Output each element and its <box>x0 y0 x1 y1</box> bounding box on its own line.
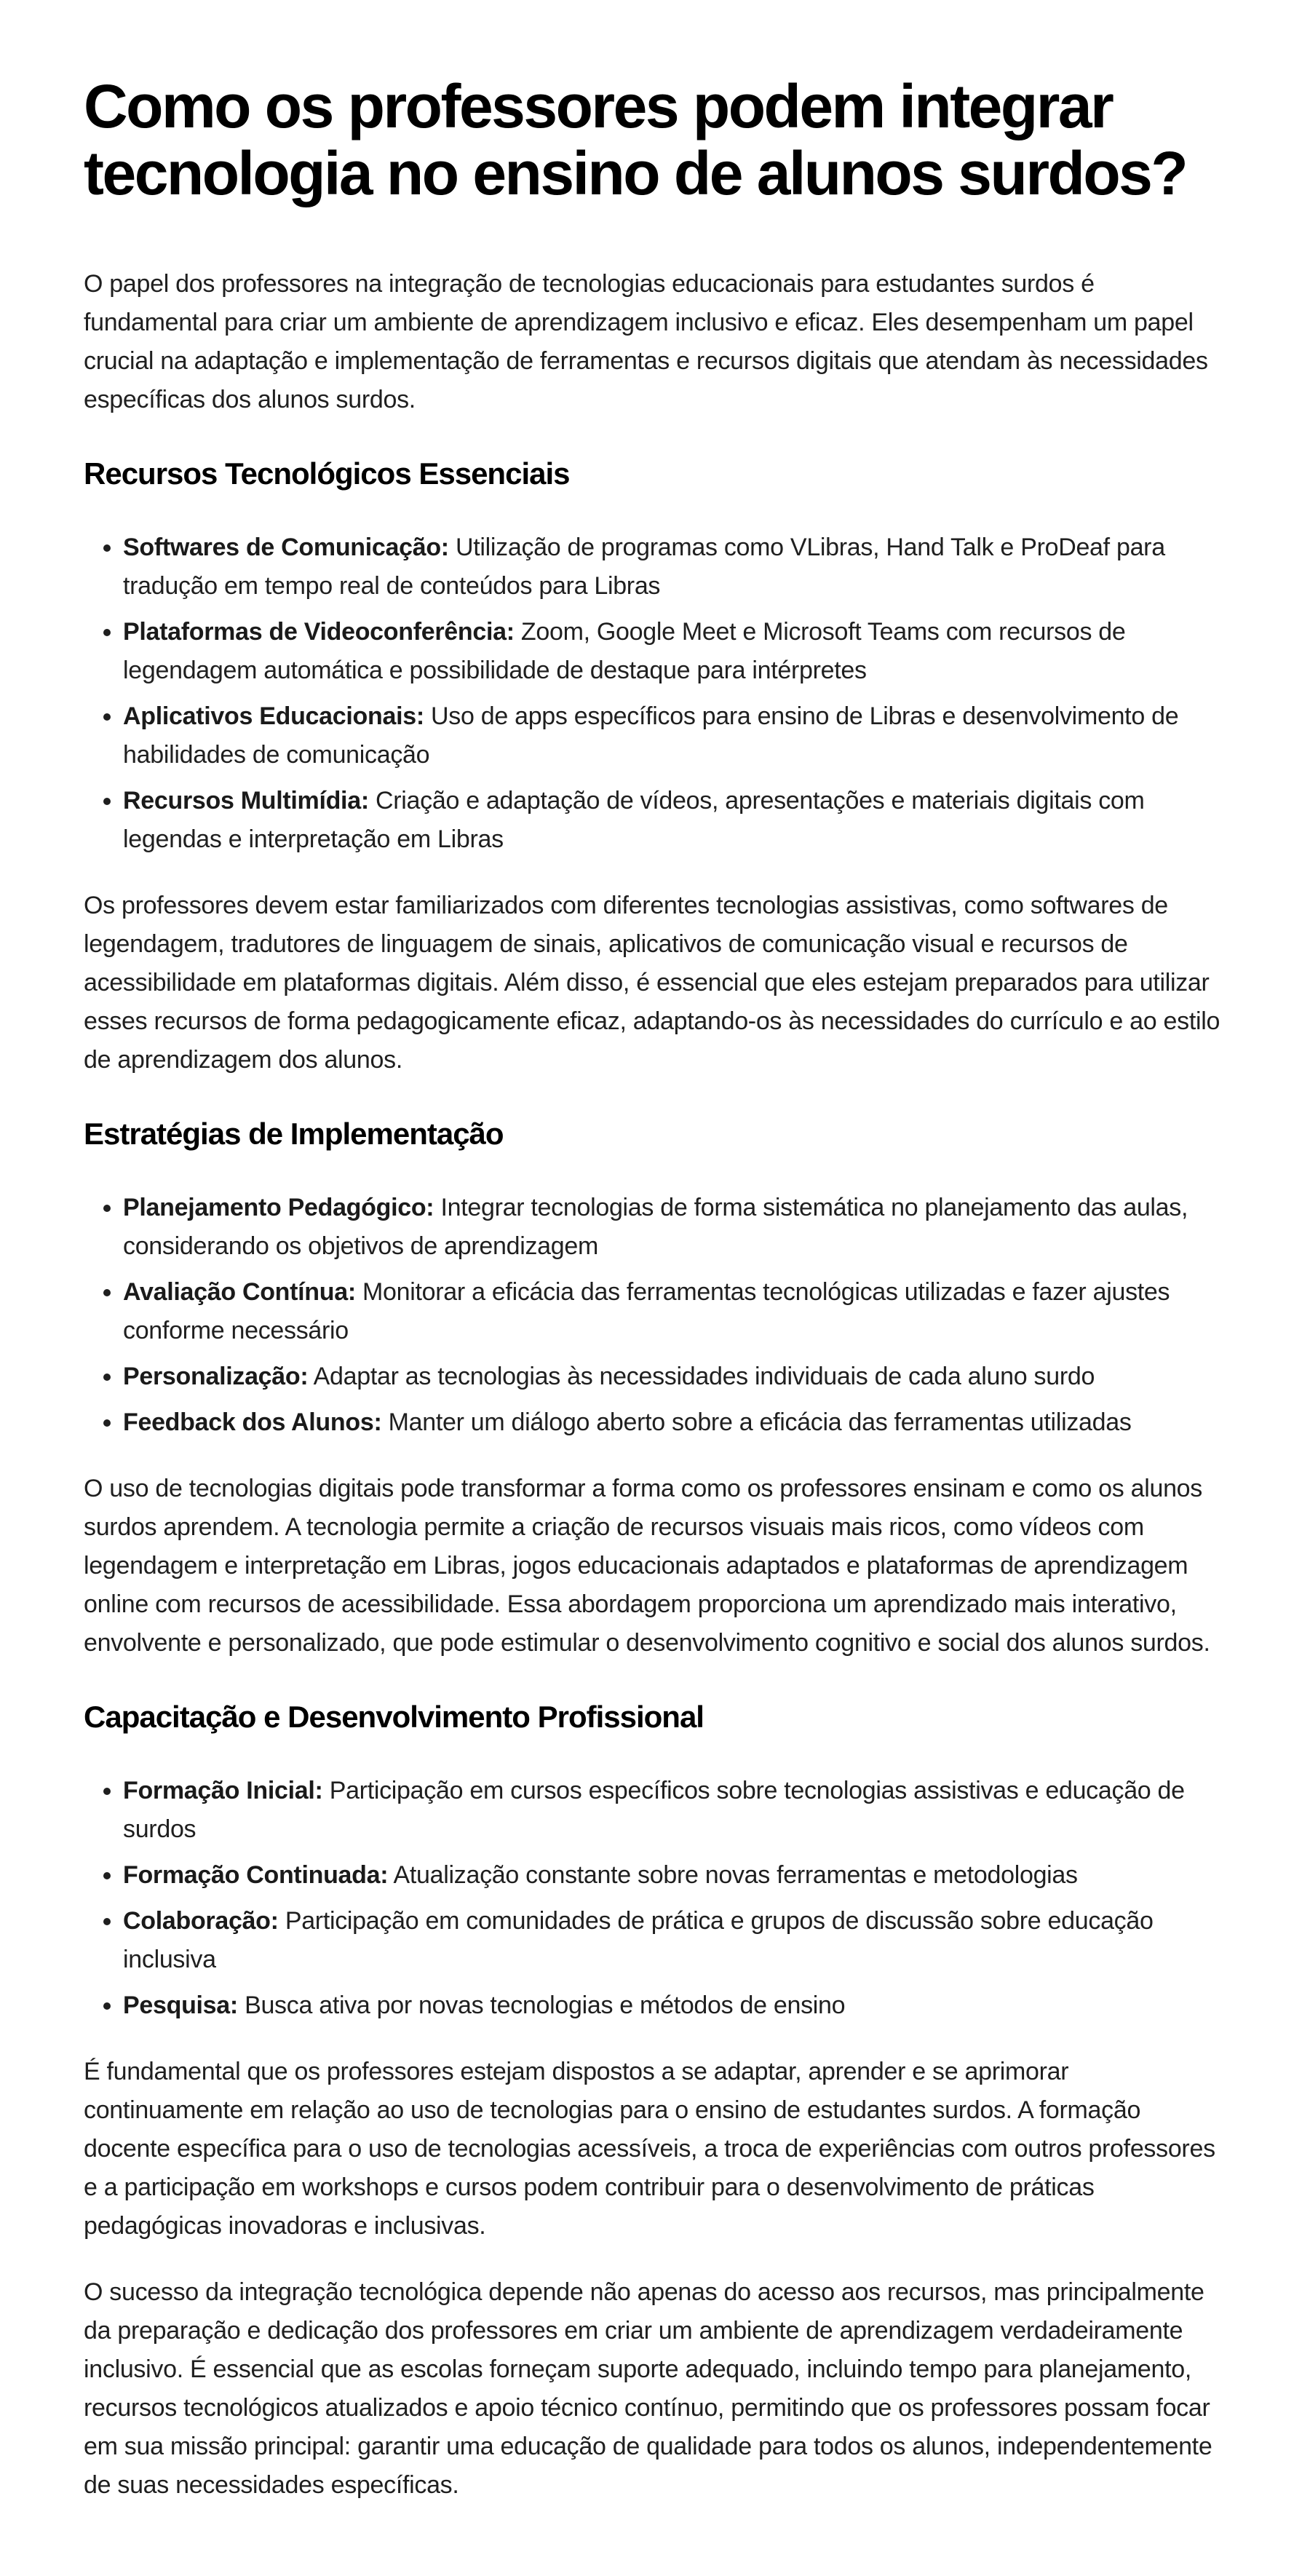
list-item-text: Integrar tecnologias de forma sistemática no planejamento das aulas, considerando os objetivos de aprendizagem <box>123 1194 1188 1260</box>
list-item <box>123 1772 1226 1849</box>
list-item-text: Participação em cursos específicos sobre tecnologias assistivas e educação de surdos <box>123 1777 1185 1843</box>
list-item-term: Softwares de Comunicação: <box>123 534 449 561</box>
list-item <box>123 613 1226 690</box>
list-item-term: Pesquisa: <box>123 1992 238 2019</box>
list-item-text: Adaptar as tecnologias às necessidades individuais de cada aluno surdo <box>308 1363 1095 1390</box>
list-item-text: Busca ativa por novas tecnologias e métodos de ensino <box>237 1992 846 2019</box>
list-item-term: Plataformas de Videoconferência: <box>123 618 515 646</box>
page-title: Como os professores podem integrar tecnologia no ensino de alunos surdos? <box>84 72 1187 207</box>
body-paragraph: O sucesso da integração tecnológica depende não apenas do acesso aos recursos, mas principalmente da preparação e dedicação dos professores em criar um ambiente de aprendizagem verdadeiramente inclusivo. É essencial que as escolas forneçam suporte adequado, incluindo tempo para planejamento, recursos tecnológicos atualizados e apoio técnico contínuo, permitindo que os professores possam focar em sua missão principal: garantir uma educação de qualidade para todos os alunos, independentemente de suas necessidades específicas. <box>84 2278 1212 2499</box>
list-item <box>123 1189 1226 1266</box>
list-item <box>123 1902 1226 1979</box>
list-item-text: Atualização constante sobre novas ferramentas e metodologias <box>388 1861 1078 1889</box>
intro-paragraph: O papel dos professores na integração de tecnologias educacionais para estudantes surdos é fundamental para criar um ambiente de aprendizagem inclusivo e eficaz. Eles desempenham um papel crucial na adaptação e implementação de ferramentas e recursos digitais que atendam às necessidades específicas dos alunos surdos. <box>84 270 1208 413</box>
list-item-term: Formação Continuada: <box>123 1861 389 1889</box>
sections <box>84 453 1226 2505</box>
list-item <box>123 697 1226 774</box>
list-item <box>123 782 1226 859</box>
list-item <box>123 1986 1226 2025</box>
list-item-text: Utilização de programas como VLibras, Hand Talk e ProDeaf para tradução em tempo real de conteúdos para Libras <box>123 534 1165 600</box>
list-item-term: Aplicativos Educacionais: <box>123 702 424 730</box>
list-item <box>123 1403 1226 1442</box>
list-item-term: Avaliação Contínua: <box>123 1278 356 1306</box>
list-item-term: Recursos Multimídia: <box>123 787 369 815</box>
list-item-text: Criação e adaptação de vídeos, apresentações e materiais digitais com legendas e interpretação em Libras <box>123 787 1145 853</box>
list-item-term: Feedback dos Alunos: <box>123 1408 382 1436</box>
list-item <box>123 1358 1226 1396</box>
list-item-term: Personalização: <box>123 1363 309 1390</box>
list-item-term: Colaboração: <box>123 1907 279 1935</box>
list-item <box>123 1273 1226 1350</box>
list-item-text: Participação em comunidades de prática e grupos de discussão sobre educação inclusiva <box>123 1907 1154 1973</box>
body-paragraph: É fundamental que os professores estejam dispostos a se adaptar, aprender e se aprimorar continuamente em relação ao uso de tecnologias para o ensino de estudantes surdos. A formação docente específica para o uso de tecnologias acessíveis, a troca de experiências com outros professores e a participação em workshops e cursos podem contribuir para o desenvolvimento de práticas pedagógicas inovadoras e inclusivas. <box>84 2058 1215 2240</box>
list-item-text: Zoom, Google Meet e Microsoft Teams com recursos de legendagem automática e possibilidade de destaque para intérpretes <box>123 618 1126 684</box>
list-item-term: Formação Inicial: <box>123 1777 323 1804</box>
bullet-list <box>84 1189 1226 1442</box>
list-item-term: Planejamento Pedagógico: <box>123 1194 434 1221</box>
list-item-text: Uso de apps específicos para ensino de Libras e desenvolvimento de habilidades de comunicação <box>123 702 1179 769</box>
bullet-list <box>84 1772 1226 2025</box>
list-item <box>123 1856 1226 1895</box>
list-item-text: Monitorar a eficácia das ferramentas tecnológicas utilizadas e fazer ajustes conforme necessário <box>123 1278 1170 1344</box>
list-item-text: Manter um diálogo aberto sobre a eficácia das ferramentas utilizadas <box>381 1408 1132 1436</box>
bullet-list <box>84 528 1226 859</box>
section-heading: Capacitação e Desenvolvimento Profissional <box>84 1700 704 1734</box>
section-heading: Estratégias de Implementação <box>84 1117 504 1151</box>
list-item <box>123 528 1226 606</box>
section-heading: Recursos Tecnológicos Essenciais <box>84 456 570 491</box>
body-paragraph: O uso de tecnologias digitais pode transformar a forma como os professores ensinam e como os alunos surdos aprendem. A tecnologia permite a criação de recursos visuais mais ricos, como vídeos com legendagem e interpretação em Libras, jogos educacionais adaptados e plataformas de aprendizagem online com recursos de acessibilidade. Essa abordagem proporciona um aprendizado mais interativo, envolvente e personalizado, que pode estimular o desenvolvimento cognitivo e social dos alunos surdos. <box>84 1475 1210 1657</box>
body-paragraph: Os professores devem estar familiarizados com diferentes tecnologias assistivas, como softwares de legendagem, tradutores de linguagem de sinais, aplicativos de comunicação visual e recursos de acessibilidade em plataformas digitais. Além disso, é essencial que eles estejam preparados para utilizar esses recursos de forma pedagogicamente eficaz, adaptando-os às necessidades do currículo e ao estilo de aprendizagem dos alunos. <box>84 892 1220 1074</box>
